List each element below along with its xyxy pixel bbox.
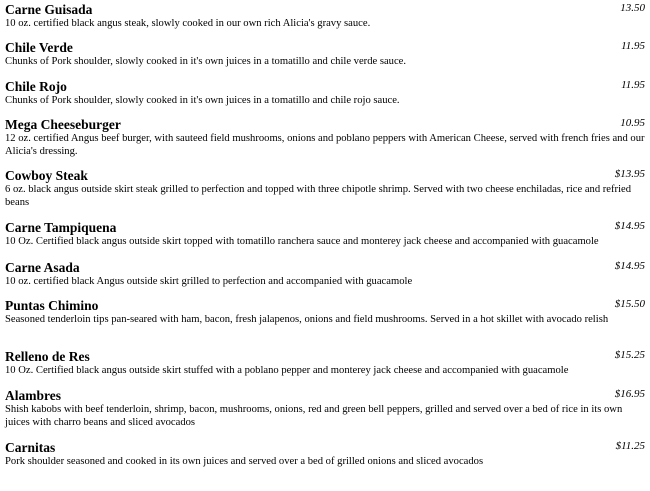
item-price: $11.25	[615, 440, 645, 452]
item-price: 11.95	[621, 79, 645, 91]
item-price: $15.25	[614, 349, 645, 361]
item-description: 12 oz. certified Angus beef burger, with sauteed field mushrooms, onions and poblano peppers with American Cheese, served with french fries and our Alicia's dressing.	[5, 133, 645, 157]
menu-item	[5, 387, 645, 429]
item-name: Relleno de Res	[5, 349, 90, 364]
item-name: Chile Verde	[5, 40, 73, 55]
item-description: Shish kabobs with beef tenderloin, shrimp, bacon, mushrooms, onions, red and green bell peppers, grilled and served over a bed of rice in its own juices with charro beans and sliced avocados	[5, 404, 623, 428]
item-name: Carnitas	[5, 440, 56, 455]
item-description: 10 Oz. Certified black angus outside skirt topped with tomatillo ranchera sauce and monterey jack cheese and accompanied with guacamole	[5, 236, 599, 247]
item-description: Pork shoulder seasoned and cooked in its own juices and served over a bed of grilled onions and sliced avocados	[5, 456, 484, 467]
item-description: 10 Oz. Certified black angus outside skirt stuffed with a poblano pepper and monterey jack cheese and accompanied with guacamole	[5, 365, 569, 376]
item-price: $15.50	[614, 298, 645, 310]
item-description: Seasoned tenderloin tips pan-seared with ham, bacon, fresh jalapenos, onions and field mushrooms. Served in a hot skillet with avocado relish	[5, 314, 609, 325]
item-name: Mega Cheeseburger	[5, 117, 121, 132]
item-description: 6 oz. black angus outside skirt steak grilled to perfection and topped with three chipotle shrimp. Served with two cheese enchiladas, rice and refried beans	[5, 184, 632, 208]
menu-item	[5, 219, 645, 248]
item-price: 10.95	[620, 117, 645, 129]
item-name: Carne Asada	[5, 260, 80, 275]
item-description: Chunks of Pork shoulder, slowly cooked in it's own juices in a tomatillo and chile verde sauce.	[5, 56, 407, 67]
item-price: 11.95	[621, 40, 645, 52]
item-price: 13.50	[620, 2, 645, 14]
menu-item	[5, 297, 645, 326]
item-price: $14.95	[614, 260, 645, 272]
item-description: 10 oz. certified black angus steak, slowly cooked in our own rich Alicia's gravy sauce.	[5, 18, 371, 29]
item-name: Chile Rojo	[5, 79, 67, 94]
menu-item	[5, 39, 645, 68]
menu-item	[5, 348, 645, 377]
menu-item	[5, 116, 645, 158]
menu-item	[5, 259, 645, 288]
item-name: Cowboy Steak	[5, 168, 88, 183]
item-price: $14.95	[614, 220, 645, 232]
item-price: $13.95	[614, 168, 645, 180]
menu-item	[5, 78, 645, 107]
item-name: Carne Guisada	[5, 2, 93, 17]
item-description: Chunks of Pork shoulder, slowly cooked in it's own juices in a tomatillo and chile rojo sauce.	[5, 95, 400, 106]
item-name: Puntas Chimino	[5, 298, 99, 313]
menu-item	[5, 439, 645, 468]
item-price: $16.95	[614, 388, 645, 400]
menu-item	[5, 167, 645, 209]
menu-item	[5, 1, 645, 30]
item-name: Carne Tampiquena	[5, 220, 117, 235]
item-name: Alambres	[5, 388, 61, 403]
item-description: 10 oz. certified black Angus outside skirt grilled to perfection and accompanied with guacamole	[5, 276, 413, 287]
